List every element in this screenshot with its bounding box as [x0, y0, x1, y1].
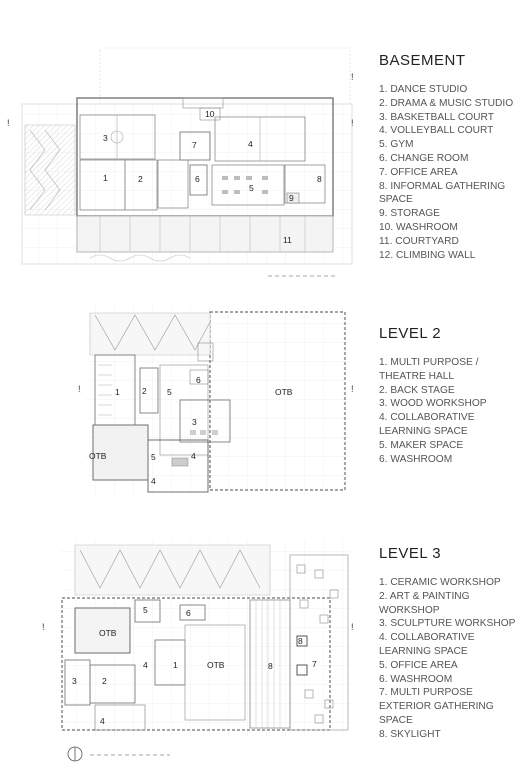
legend-item: 2. ART & PAINTING WORKSHOP — [379, 590, 470, 616]
legend-item: 4. VOLLEYBALL COURT — [379, 125, 494, 137]
legend-item: 11. COURTYARD — [379, 235, 459, 247]
level3-plan — [42, 540, 354, 761]
basement-label-10: 10 — [205, 109, 215, 119]
level3-label-2: 2 — [102, 676, 107, 686]
level3-label-7: 7 — [312, 659, 317, 669]
basement-label-5: 5 — [249, 183, 254, 193]
level3-label-8-top: 8 — [298, 636, 303, 646]
legend-item: 2. BACK STAGE — [379, 384, 455, 396]
legend-item: 3. SCULPTURE WORKSHOP — [379, 618, 516, 630]
legend-item: 3. WOOD WORKSHOP — [379, 398, 487, 410]
legend-item: 6. WASHROOM — [379, 673, 453, 685]
level3-legend-list — [379, 576, 519, 742]
level2-label-5-top: 5 — [167, 387, 172, 397]
legend-item: 2. DRAMA & MUSIC STUDIO — [379, 97, 514, 109]
basement-title: BASEMENT — [379, 52, 466, 69]
svg-text:!: ! — [351, 118, 354, 128]
svg-text:!: ! — [78, 384, 81, 394]
level3-label-otb-left: OTB — [99, 628, 117, 638]
svg-text:!: ! — [42, 622, 45, 632]
level3-label-6: 6 — [186, 608, 191, 618]
basement-plan — [7, 48, 354, 276]
basement-label-2: 2 — [138, 174, 143, 184]
legend-item: 7. MULTI PURPOSE EXTERIOR GATHERING SPACE — [379, 687, 494, 726]
legend-item: 3. BASKETBALL COURT — [379, 111, 494, 123]
level2-label-4-bottom: 4 — [151, 476, 156, 486]
level3-title: LEVEL 3 — [379, 545, 442, 562]
legend-item: 1. CERAMIC WORKSHOP — [379, 577, 501, 588]
level3-label-5: 5 — [143, 605, 148, 615]
basement-legend-list — [379, 83, 519, 262]
basement-legend — [379, 52, 519, 262]
legend-item: 4. COLLABORATIVE LEARNING SPACE — [379, 412, 475, 437]
level2-label-5-bottom: 5 — [151, 452, 156, 462]
legend-item: 5. GYM — [379, 139, 414, 151]
level3-label-1: 1 — [173, 660, 178, 670]
basement-label-9: 9 — [289, 193, 294, 203]
level2-title: LEVEL 2 — [379, 325, 442, 342]
level2-label-4-right: 4 — [191, 451, 196, 461]
north-arrow-icon — [68, 747, 82, 761]
svg-text:!: ! — [351, 622, 354, 632]
legend-item: 9. STORAGE — [379, 208, 440, 220]
level2-legend — [379, 325, 519, 466]
level3-label-4-mid: 4 — [143, 660, 148, 670]
legend-item: 12. CLIMBING WALL — [379, 249, 476, 261]
legend-item: 10. WASHROOM — [379, 221, 458, 233]
level2-label-otb-left: OTB — [89, 451, 107, 461]
legend-item: 8. INFORMAL GATHERING SPACE — [379, 180, 506, 206]
level2-label-1: 1 — [115, 387, 120, 397]
legend-item: 5. MAKER SPACE — [379, 439, 464, 451]
basement-label-6: 6 — [195, 174, 200, 184]
legend-item: 7. OFFICE AREA — [379, 166, 458, 178]
basement-label-11: 11 — [283, 235, 292, 245]
svg-text:!: ! — [7, 118, 10, 128]
legend-item: 6. WASHROOM — [379, 453, 453, 465]
svg-text:!: ! — [351, 72, 354, 82]
legend-item: 8. SKYLIGHT — [379, 728, 441, 740]
level2-label-2: 2 — [142, 386, 147, 396]
legend-item: 5. OFFICE AREA — [379, 659, 458, 671]
level3-label-8-mid: 8 — [268, 661, 273, 671]
basement-label-1: 1 — [103, 173, 108, 183]
legend-item: 1. MULTI PURPOSE / THEATRE HALL — [379, 357, 479, 382]
level3-label-otb-right: OTB — [207, 660, 225, 670]
level3-label-3: 3 — [72, 676, 77, 686]
svg-text:!: ! — [351, 384, 354, 394]
level2-plan — [78, 306, 354, 494]
level2-label-6: 6 — [196, 375, 201, 385]
level3-legend — [379, 545, 519, 742]
basement-label-3: 3 — [103, 133, 108, 143]
level2-legend-list — [379, 356, 519, 466]
legend-item: 4. COLLABORATIVE LEARNING SPACE — [379, 632, 475, 657]
basement-label-8: 8 — [317, 174, 322, 184]
level2-label-otb-right: OTB — [275, 387, 293, 397]
basement-label-4: 4 — [248, 139, 253, 149]
legend-item: 6. CHANGE ROOM — [379, 152, 469, 164]
legend-item: 1. DANCE STUDIO — [379, 84, 468, 95]
level3-label-4-bottom: 4 — [100, 716, 105, 726]
level2-label-3: 3 — [192, 417, 197, 427]
basement-label-7: 7 — [192, 140, 197, 150]
